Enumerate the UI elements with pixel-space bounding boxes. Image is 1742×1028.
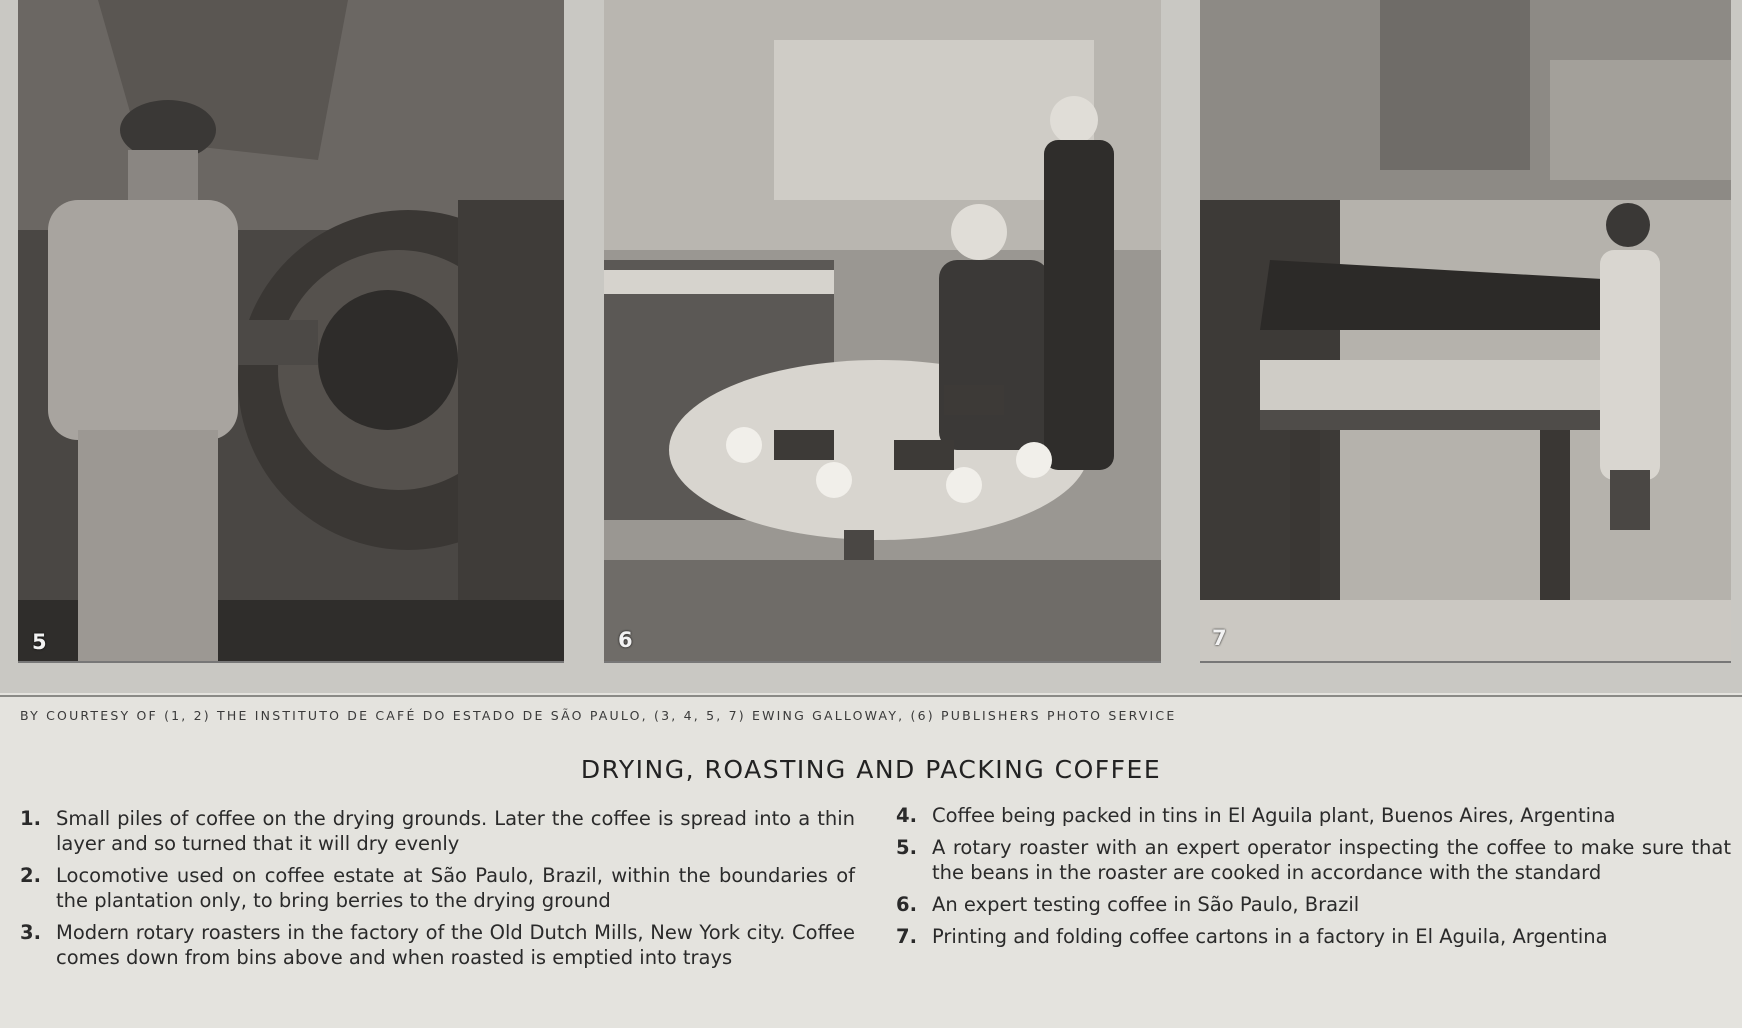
caption-item: [20, 863, 855, 913]
printing-illustration: [1200, 0, 1731, 661]
caption-item: [896, 803, 1731, 828]
caption-number: 4.: [896, 804, 917, 827]
credit-line: BY COURTESY OF (1, 2) THE INSTITUTO DE CAFÉ DO ESTADO DE SÃO PAULO, (3, 4, 5, 7) EWING GALLOWAY, (6) PUBLISHERS PHOTO SERVICE: [20, 708, 1177, 723]
caption-text: Small piles of coffee on the drying grounds. Later the coffee is spread into a thin layer and so turned that it will dry evenly: [56, 807, 855, 855]
page-title: DRYING, ROASTING AND PACKING COFFEE: [580, 755, 1162, 784]
caption-item: [20, 806, 855, 856]
caption-number: 2.: [20, 864, 41, 887]
caption-number: 5.: [896, 836, 917, 859]
caption-text: Locomotive used on coffee estate at São Paulo, Brazil, within the boundaries of the plantation only, to bring berries to the drying ground: [56, 864, 855, 912]
caption-item: [896, 924, 1731, 949]
caption-number: 3.: [20, 921, 41, 944]
caption-text: An expert testing coffee in São Paulo, Brazil: [932, 893, 1360, 916]
captions-right-column: [896, 803, 1731, 956]
caption-text: Modern rotary roasters in the factory of the Old Dutch Mills, New York city. Coffee comes down from bins above and when roasted is emptied into trays: [56, 921, 855, 969]
photo-carton-printing: [1200, 0, 1731, 663]
caption-text: A rotary roaster with an expert operator inspecting the coffee to make sure that the beans in the roaster are cooked in accordance with the standard: [932, 836, 1731, 884]
testing-illustration: [604, 0, 1161, 661]
roaster-illustration: [18, 0, 564, 661]
caption-number: 7.: [896, 925, 917, 948]
caption-text: Coffee being packed in tins in El Aguila plant, Buenos Aires, Argentina: [932, 804, 1616, 827]
photo-roaster: [18, 0, 564, 663]
caption-number: 6.: [896, 893, 917, 916]
photo-number-7: 7: [1212, 626, 1227, 650]
photo-coffee-testing: [604, 0, 1161, 663]
caption-item: [896, 892, 1731, 917]
divider-rule: [0, 695, 1742, 697]
caption-item: [896, 835, 1731, 885]
photo-number-6: 6: [618, 628, 633, 652]
captions-left-column: [20, 806, 855, 977]
caption-text: Printing and folding coffee cartons in a factory in El Aguila, Argentina: [932, 925, 1608, 948]
caption-item: [20, 920, 855, 970]
caption-number: 1.: [20, 807, 41, 830]
photo-number-5: 5: [32, 630, 47, 654]
